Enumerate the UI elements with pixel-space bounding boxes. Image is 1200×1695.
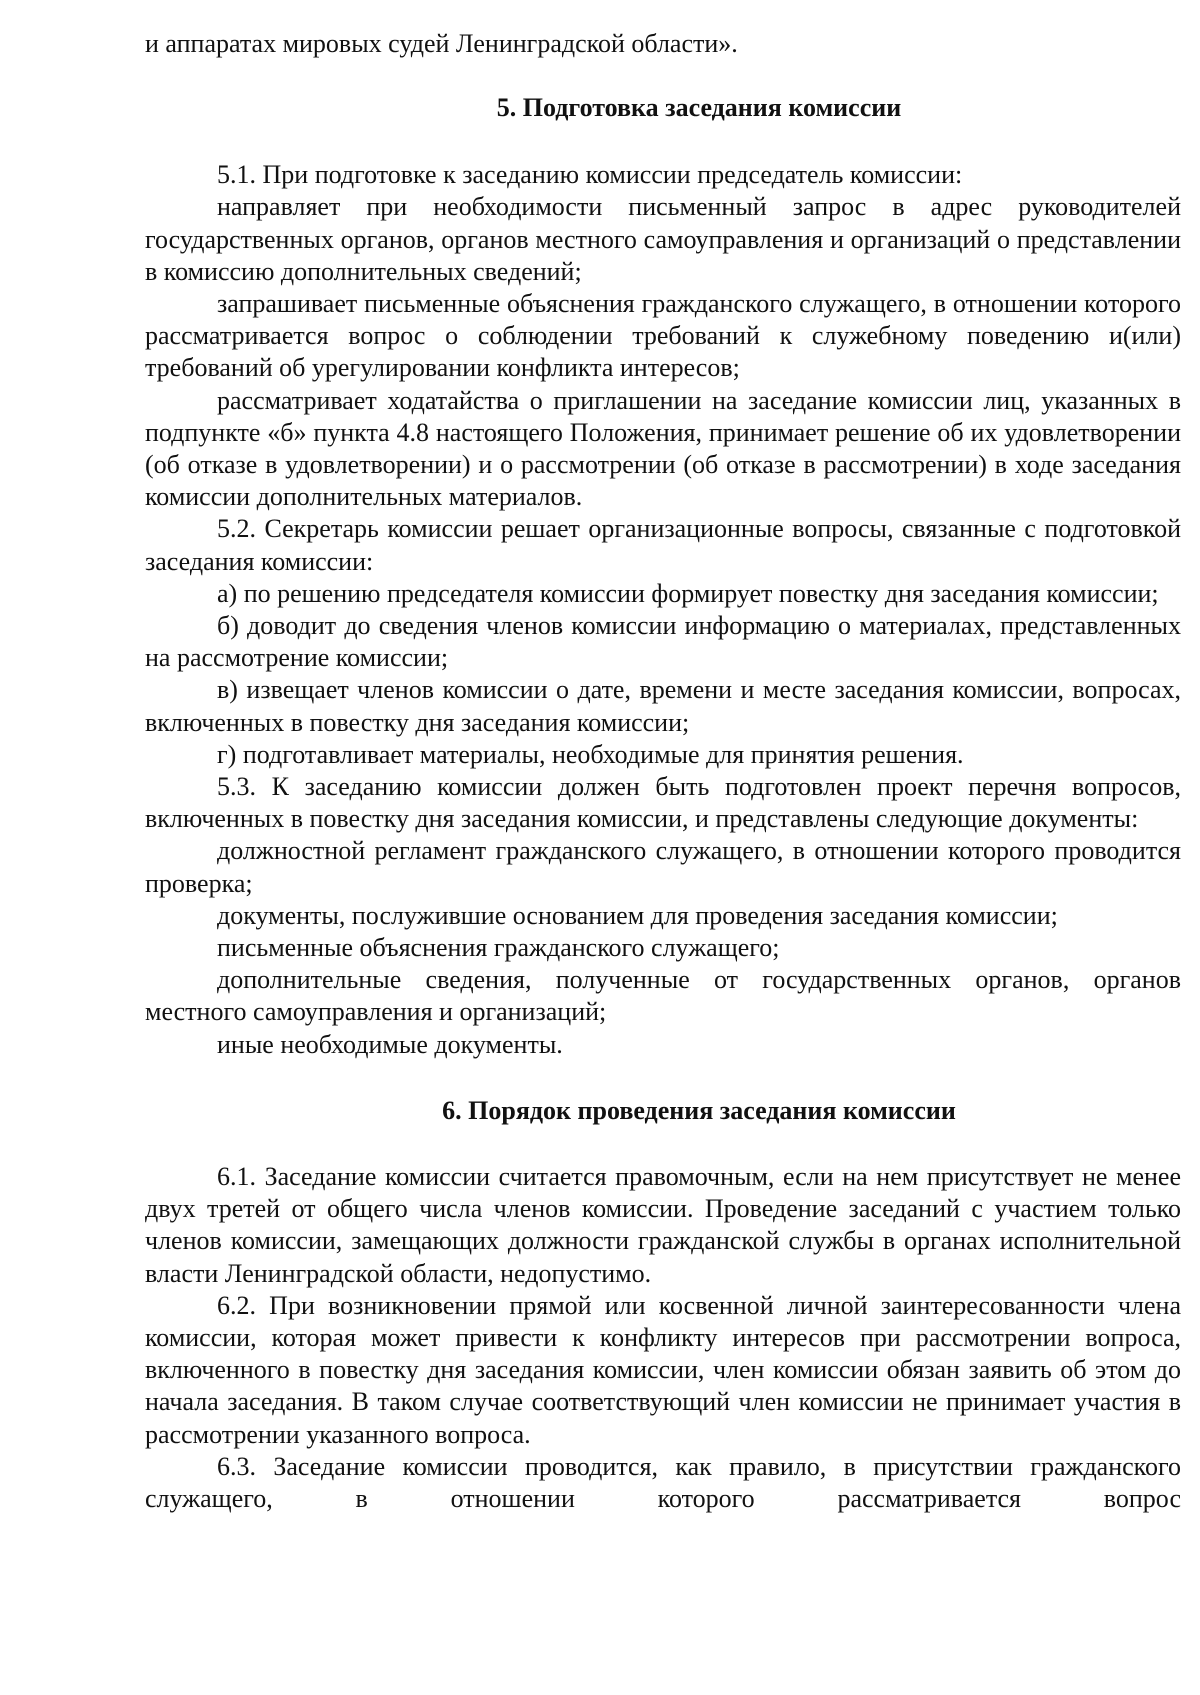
paragraph-5-3-regulation: должностной регламент гражданского служащего, в отношении которого проводится проверка; <box>145 836 1181 898</box>
section-5-heading: 5. Подготовка заседания комиссии <box>496 93 902 123</box>
paragraph-6-1: 6.1. Заседание комиссии считается правомочным, если на нем присутствует не менее двух третей от общего числа членов комиссии. Проведение заседаний с участием только членов комиссии, замещающих должности гражданской службы в органах исполнительной власти Ленинградской области, недопустимо. <box>145 1161 1181 1288</box>
paragraph-5-1-petitions: рассматривает ходатайства о приглашении на заседание комиссии лиц, указанных в подпункте «б» пункта 4.8 настоящего Положения, принимает решение об их удовлетворении (об отказе в удовлетворении) и о рассмотрении (об отказе в рассмотрении) в ходе заседания комиссии дополнительных материалов. <box>145 385 1181 512</box>
paragraph-5-2-b: б) доводит до сведения членов комиссии информацию о материалах, представленных на рассмотрение комиссии; <box>145 611 1181 673</box>
paragraph-5-2: 5.2. Секретарь комиссии решает организационные вопросы, связанные с подготовкой заседания комиссии: <box>145 514 1181 576</box>
section-6-heading: 6. Порядок проведения заседания комиссии <box>442 1095 956 1125</box>
paragraph-5-2-a: а) по решению председателя комиссии формирует повестку дня заседания комиссии; <box>217 578 1159 608</box>
paragraph-5-1-request: направляет при необходимости письменный запрос в адрес руководителей государственных органов, органов местного самоуправления и организаций о представлении в комиссию дополнительных сведений; <box>145 192 1181 286</box>
paragraph-6-2: 6.2. При возникновении прямой или косвенной личной заинтересованности члена комиссии, которая может привести к конфликту интересов при рассмотрении вопроса, включенного в повестку дня заседания комиссии, член комиссии обязан заявить об этом до начала заседания. В таком случае соответствующий член комиссии не принимает участия в рассмотрении указанного вопроса. <box>145 1290 1181 1449</box>
paragraph-5-3-other: иные необходимые документы. <box>217 1029 563 1059</box>
paragraph-5-3: 5.3. К заседанию комиссии должен быть подготовлен проект перечня вопросов, включенных в повестку дня заседания комиссии, и представлены следующие документы: <box>145 772 1181 834</box>
paragraph-5-1: 5.1. При подготовке к заседанию комиссии председатель комиссии: <box>217 160 963 190</box>
paragraph-5-2-g: г) подготавливает материалы, необходимые для принятия решения. <box>217 739 964 769</box>
intro-paragraph: и аппаратах мировых судей Ленинградской области». <box>145 29 738 58</box>
document-page <box>145 28 1181 1515</box>
paragraph-5-1-explanations: запрашивает письменные объяснения гражданского служащего, в отношении которого рассматривается вопрос о соблюдении требований к служебному поведению и(или) требований об урегулировании конфликта интересов; <box>145 289 1181 383</box>
paragraph-5-2-v: в) извещает членов комиссии о дате, времени и месте заседания комиссии, вопросах, включенных в повестку дня заседания комиссии; <box>145 675 1181 737</box>
paragraph-6-3: 6.3. Заседание комиссии проводится, как правило, в присутствии гражданского служащего, в отношении которого рассматривается вопрос <box>145 1451 1181 1513</box>
paragraph-5-3-additional: дополнительные сведения, полученные от государственных органов, органов местного самоуправления и организаций; <box>145 965 1181 1027</box>
paragraph-5-3-documents: документы, послужившие основанием для проведения заседания комиссии; <box>217 900 1058 930</box>
paragraph-5-3-explanations: письменные объяснения гражданского служащего; <box>217 933 780 963</box>
